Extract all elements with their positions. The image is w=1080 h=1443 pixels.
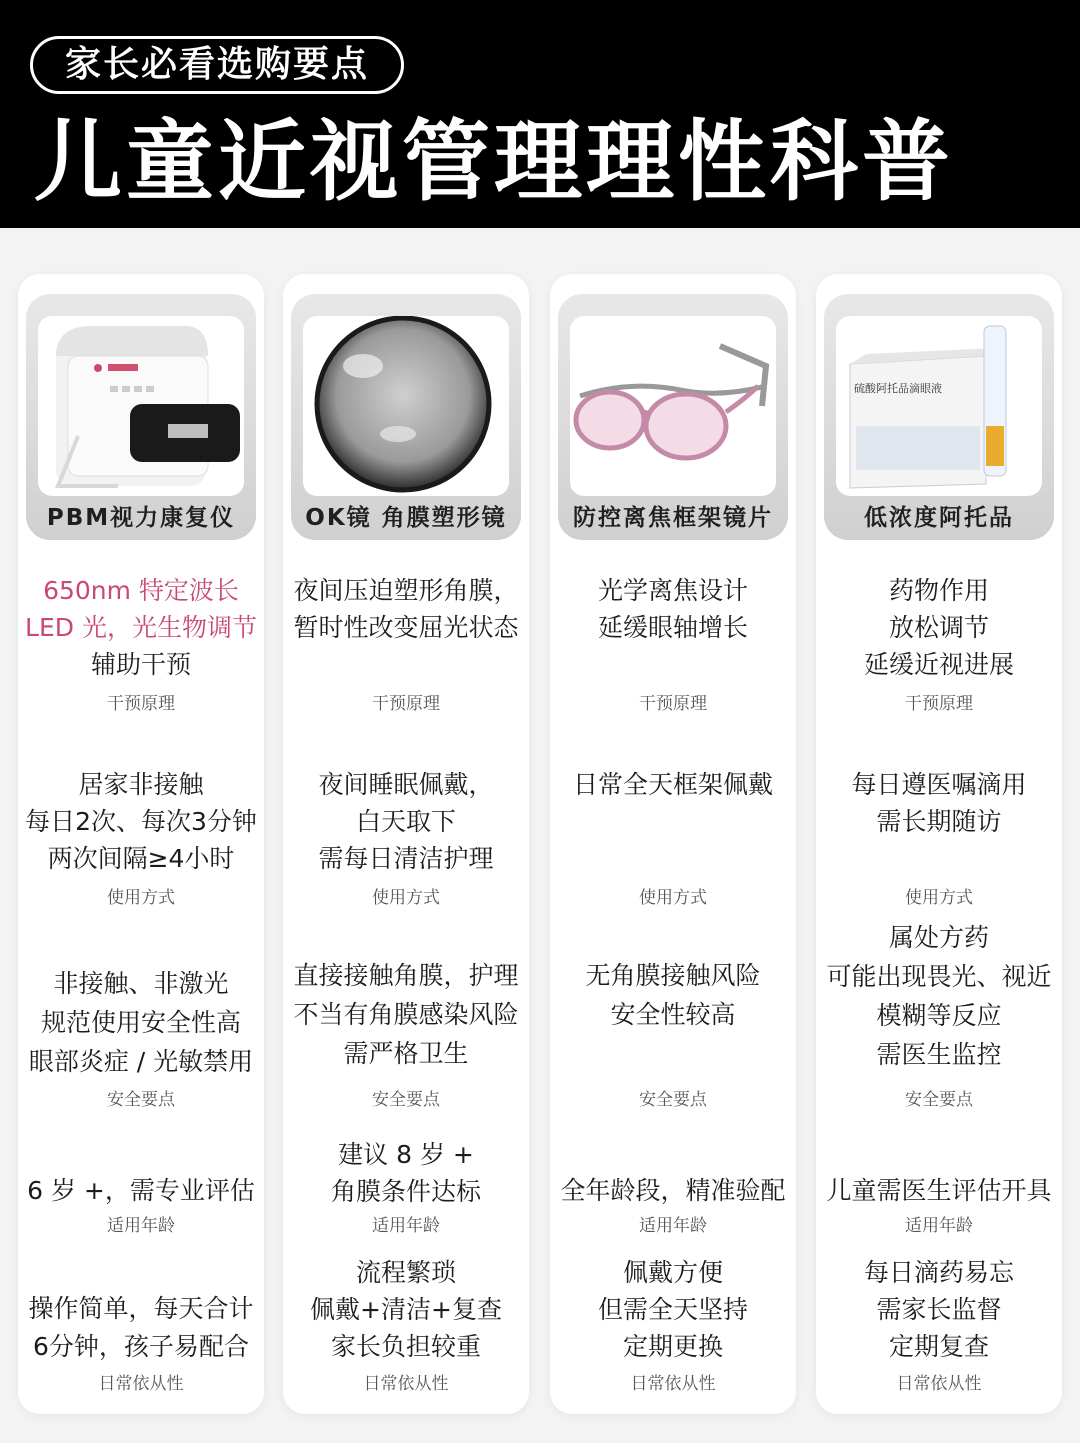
compliance-text: 佩戴方便 但需全天坚持 定期更换 xyxy=(597,1258,748,1361)
principle-label: 干预原理 xyxy=(107,694,175,714)
header-banner xyxy=(0,0,1080,228)
usage-label: 使用方式 xyxy=(107,888,175,908)
column-ok-lens xyxy=(283,274,529,1414)
principle-text: 药物作用 放松调节 延缓近视进展 xyxy=(863,576,1014,679)
compliance-label: 日常依从性 xyxy=(630,1374,716,1394)
column-atropine xyxy=(816,274,1062,1414)
usage-label: 使用方式 xyxy=(372,888,440,908)
column-pbm xyxy=(18,274,264,1414)
principle-highlight: 650nm 特定波长 LED 光，光生物调节 xyxy=(25,576,257,642)
product-name: 低浓度阿托品 xyxy=(864,505,1014,531)
atropine-box-image xyxy=(836,316,1042,496)
safety-text: 非接触、非激光 规范使用安全性高 眼部炎症 / 光敏禁用 xyxy=(28,969,254,1076)
compliance-text: 操作简单，每天合计 6分钟，孩子易配合 xyxy=(28,1294,254,1361)
safety-text: 无角膜接触风险 安全性较高 xyxy=(585,961,761,1029)
safety-label: 安全要点 xyxy=(107,1090,175,1110)
compliance-label: 日常依从性 xyxy=(363,1374,449,1394)
usage-label: 使用方式 xyxy=(639,888,707,908)
tag-pill: 家长必看选购要点 xyxy=(30,36,404,94)
product-card xyxy=(824,294,1054,540)
product-name: 防控离焦框架镜片 xyxy=(573,505,773,531)
usage-text: 居家非接触 每日2次、每次3分钟 两次间隔≥4小时 xyxy=(25,770,257,873)
pbm-device-image xyxy=(38,316,244,496)
page-title: 儿童近视管理理性科普 xyxy=(34,110,955,213)
age-label: 适用年龄 xyxy=(107,1216,175,1236)
product-name: PBM视力康复仪 xyxy=(46,505,236,531)
age-label: 适用年龄 xyxy=(639,1216,707,1236)
age-text: 6 岁 +，需专业评估 xyxy=(27,1176,255,1205)
principle-label: 干预原理 xyxy=(905,694,973,714)
ok-lens-image xyxy=(303,316,509,496)
compliance-text: 每日滴药易忘 需家长监督 定期复查 xyxy=(863,1258,1014,1361)
compliance-label: 日常依从性 xyxy=(98,1374,184,1394)
age-label: 适用年龄 xyxy=(372,1216,440,1236)
product-card xyxy=(558,294,788,540)
product-card xyxy=(291,294,521,540)
age-text: 全年龄段，精准验配 xyxy=(560,1176,786,1205)
safety-text: 属处方药 可能出现畏光、视近 模糊等反应 需医生监控 xyxy=(826,923,1052,1069)
usage-text: 日常全天框架佩戴 xyxy=(572,770,773,799)
safety-label: 安全要点 xyxy=(372,1090,440,1110)
compliance-text: 流程繁琐 佩戴+清洁+复查 家长负担较重 xyxy=(310,1258,502,1361)
principle-text: 光学离焦设计 延缓眼轴增长 xyxy=(597,576,748,642)
principle-text: 夜间压迫塑形角膜， 暂时性改变屈光状态 xyxy=(293,576,519,642)
principle-section xyxy=(18,572,264,683)
age-text: 儿童需医生评估开具 xyxy=(826,1176,1052,1205)
usage-text: 每日遵医嘱滴用 需长期随访 xyxy=(851,770,1027,836)
age-label: 适用年龄 xyxy=(905,1216,973,1236)
column-glasses xyxy=(550,274,796,1414)
safety-text: 直接接触角膜，护理 不当有角膜感染风险 需严格卫生 xyxy=(293,961,519,1068)
safety-label: 安全要点 xyxy=(905,1090,973,1110)
safety-label: 安全要点 xyxy=(639,1090,707,1110)
usage-text: 夜间睡眠佩戴， 白天取下 需每日清洁护理 xyxy=(318,770,494,873)
principle-label: 干预原理 xyxy=(639,694,707,714)
principle-label: 干预原理 xyxy=(372,694,440,714)
glasses-image xyxy=(570,316,776,496)
compliance-label: 日常依从性 xyxy=(896,1374,982,1394)
principle-text: 辅助干预 xyxy=(90,650,191,679)
product-card xyxy=(26,294,256,540)
age-text: 建议 8 岁 + 角膜条件达标 xyxy=(330,1140,481,1206)
product-name: OK镜 角膜塑形镜 xyxy=(305,505,507,531)
usage-label: 使用方式 xyxy=(905,888,973,908)
box-label: 硫酸阿托品滴眼液 xyxy=(854,382,942,395)
